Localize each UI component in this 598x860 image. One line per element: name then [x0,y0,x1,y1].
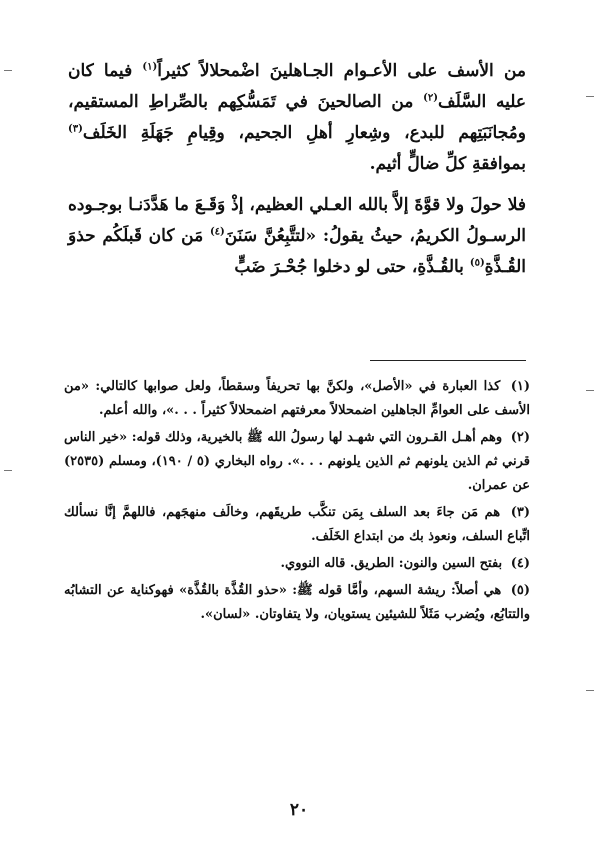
body-text-segment: من الصالحينَ في تَمَسُّكِهم بالصِّراطِ المستقيم، ومُجانَبَتِهم للبدع، وشِعارِ أهلِ الجحيم، وقِيامِ جَهَلَةِ الخَلَف [68,92,526,143]
footnote-item [64,426,530,498]
page-number: ٢٠ [289,800,309,820]
body-text-segment: مَن كان قَبلَكُم حذوَ القُـذَّةِ [68,226,526,277]
footnote-reference: (٥) [469,257,485,269]
body-text-segment: بالقُـذَّةِ، حتى لو دخلوا جُحْـرَ ضَبٍّ [234,257,470,277]
body-paragraph [68,56,526,180]
footnote-item [64,579,530,627]
footnote-reference: (٢) [423,92,438,104]
footnote-number: (١) [510,379,530,394]
scan-edge-mark [4,70,12,71]
footnote-item [64,501,530,549]
footnote-separator [370,360,526,361]
footnotes-section [64,375,530,630]
main-text [68,56,526,283]
body-text-segment: فيما كان عليه السَّلَف [68,61,526,112]
footnote-text: وهم أهـل القـرون التي شهـد لها رسولُ الله ﷺ بالخيرية، وذلك قوله: «خير الناس قرني ثم الذين يلونهم ثم الذين يلونهم . . .». رواه البخاري (٥ / ١٩٠)، ومسلم (٢٥٣٥) عن عمران. [64,430,530,493]
body-paragraph [68,190,526,283]
footnote-number: (٤) [510,556,530,571]
footnote-number: (٢) [510,430,530,445]
scan-edge-mark [586,96,594,97]
body-text-segment: بموافقةِ كلِّ ضالٍّ أثيم. [369,154,526,174]
scan-edge-mark [586,390,594,391]
footnote-reference: (١) [142,61,158,73]
footnote-number: (٣) [510,505,531,520]
footnote-text: هي أصلاً: ريشة السهم، وأمَّا قوله ﷺ: «حذو القُذَّة بالقُذَّة» فهوكناية عن التشابُه والتتابُع، ويُضرب مَثَلاً للشيئين يستويان، ولا يتفاوتان. «لسان». [64,583,530,622]
footnote-text: هم مَن جاءَ بعد السلف بِمَن تنكَّب طريقَهم، وخالَف منهجَهم، فاللهمَّ إنَّا نسألك اتِّباع السلف، ونعوذ بك من ابتداع الخَلَف. [64,505,530,544]
footnote-reference: (٣) [68,123,83,135]
scan-edge-mark [4,470,12,471]
footnote-text: بفتح السين والنون: الطريق. قاله النووي. [280,556,503,571]
footnote-item [64,552,530,576]
footnote-item [64,375,530,423]
body-text-segment: من الأسف على الأعـوام الجـاهلينَ اضْمحلالاً كثيراً [157,61,526,81]
scan-edge-mark [586,690,594,691]
footnote-number: (٥) [510,583,530,598]
body-text-segment: فلا حولَ ولا قوَّةَ إلاَّ بالله العـلي العظيم، إذْ وَقَـعَ ما هَدَّدَنـا بوجـوده الرسـولُ الكريمُ، حيثُ يقولُ: «لتتَّبِعُنَّ سَنَنَ [68,195,526,246]
footnote-reference: (٤) [209,226,225,238]
footnote-text: كذا العبارة في «الأصل»، ولكنَّ بها تحريفاً وسقطاً، ولعل صوابها كالتالي: «من الأسف على العوامِّ الجاهلين اضمحلالاً معرفتهم اضمحلالاً كثيراً . . .»، والله أعلم. [64,379,530,418]
